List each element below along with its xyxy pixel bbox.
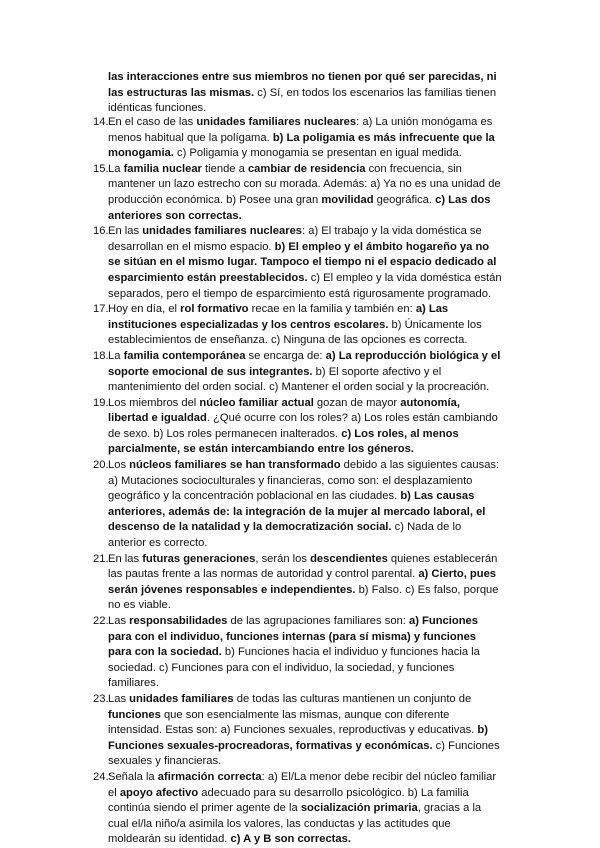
bold-text: a) Las instituciones especializadas y los centros escolares.	[108, 303, 449, 331]
bold-text: c) Los roles, al menos parcialmente, se están intercambiando entre los géneros.	[108, 427, 459, 456]
question-item	[93, 115, 502, 162]
text-run: gozan de mayor	[313, 396, 401, 409]
text-run: La	[108, 162, 124, 175]
question-text	[108, 397, 498, 456]
bold-text: responsabilidades	[129, 615, 228, 627]
text-run: c) Poligamia y monogamia se presentan en igual medida.	[173, 147, 462, 160]
bold-text: b) Funciones sexuales-procreadoras, formativas y económicas.	[108, 724, 488, 752]
bold-text: afirmación correcta	[157, 770, 262, 783]
text-run: b) Únicamente los establecimientos de enseñanza. c) Ninguna de las opciones es correcta.	[108, 318, 482, 347]
bold-text: funciones	[108, 708, 161, 721]
bold-text: autonomía, libertad e igualdad	[108, 396, 460, 425]
bold-text: b) El empleo y el ámbito hogareño ya no se sitúan en el mismo lugar. Tampoco el tiempo ni el espacio dedicado al esparcimiento están preestablecidos.	[108, 240, 497, 284]
text-run: tiende a	[201, 162, 248, 175]
text-run: c) Funciones sexuales y financieras.	[108, 739, 500, 768]
bold-text: c) Las dos anteriores son correctas.	[108, 193, 491, 222]
bold-text: unidades familiares nucleares	[196, 116, 357, 128]
bold-text: a) La reproducción biológica y el soporte emocional de sus integrantes.	[108, 349, 501, 378]
bold-text: cambiar de residencia	[247, 162, 366, 175]
text-run: b) Funciones hacia el individuo y funciones hacia la sociedad. c) Funciones para con el individuo, la sociedad, y funciones familiares.	[108, 646, 480, 690]
question-number: 23.	[93, 692, 109, 705]
bold-text: b) La poligamia es más infrecuente que la monogamia.	[108, 131, 495, 160]
bold-text: b) Las causas anteriores, además de: la integración de la mujer al mercado laboral, el descenso de la natalidad y la democratización social.	[108, 490, 486, 534]
text-run: con frecuencia, sin mantener un lazo estrecho con su morada. Además: a) Ya no es una unidad de producción económica. b) Posee una gran	[108, 162, 501, 206]
question-item	[93, 302, 502, 349]
question-text	[108, 771, 496, 845]
bold-text: apoyo afectivo	[119, 786, 199, 799]
question-item	[93, 458, 502, 552]
text-run: Hoy en día, el	[108, 303, 181, 316]
bold-text: a) Funciones para con el individuo, funciones internas (para sí misma) y funciones para con la sociedad.	[108, 615, 478, 659]
bold-text: unidades familiares nucleares	[142, 225, 303, 238]
question-text	[108, 693, 500, 767]
text-run: de todas las culturas mantienen un conjunto de	[233, 692, 472, 705]
text-run: Las	[108, 615, 130, 627]
question-item	[93, 614, 502, 692]
text-run: Los	[108, 459, 130, 472]
bold-text: movilidad	[321, 193, 374, 206]
text-run: b) El soporte afectivo y el mantenimiento del orden social. c) Mantener el orden social y la procreación.	[108, 365, 490, 394]
question-number: 17.	[93, 303, 109, 316]
question-list	[93, 115, 502, 848]
question-number: 21.	[93, 552, 109, 565]
question-number: 14.	[93, 116, 109, 128]
question-item	[93, 162, 502, 224]
bold-text: familia nuclear	[123, 162, 202, 175]
text-run: , serán los	[255, 552, 311, 565]
text-run: En las	[108, 225, 143, 238]
text-run: geográfica.	[373, 193, 436, 206]
text-run: quienes establecerán las pautas frente a las normas de autoridad y control parental.	[108, 552, 498, 581]
question-item	[93, 349, 502, 396]
question-text	[108, 225, 502, 299]
text-run: En el caso de las	[108, 116, 197, 128]
question-item	[93, 692, 502, 770]
bold-text: a) Cierto, pues serán jóvenes responsables e independientes.	[108, 568, 497, 596]
text-run: : a) La unión monógama es menos habitual que la polígama.	[108, 116, 493, 144]
text-run: : a) El trabajo y la vida doméstica se desarrollan en el mismo espacio.	[108, 225, 482, 253]
text-run: c) Nada de lo anterior es correcto.	[108, 521, 462, 550]
question-number: 24.	[93, 770, 109, 783]
bold-text: núcleo familiar actual	[199, 396, 314, 409]
bold-text: las interacciones entre sus miembros no tienen por qué ser parecidas, ni las estructuras las mismas.	[108, 71, 497, 99]
bold-text: descendientes	[310, 552, 388, 565]
question-number: 15.	[93, 162, 109, 175]
question-text	[108, 615, 480, 689]
text-run: adecuado para su desarrollo psicológico. b) La familia continúa siendo el primer agente de la	[108, 786, 469, 815]
question-item	[93, 224, 502, 302]
bold-text: rol formativo	[180, 303, 249, 316]
text-run: c) El empleo y la vida doméstica están separados, pero el tiempo de esparcimiento está rigurosamente programado.	[108, 271, 502, 300]
text-run: : a) El/La menor debe recibir del núcleo familiar el	[108, 770, 497, 799]
text-run: En las	[108, 552, 143, 565]
text-run: . ¿Qué ocurre con los roles? a) Los roles están cambiando de sexo. b) Los roles permanecen inalterados.	[108, 412, 498, 440]
text-run: Las	[108, 692, 130, 705]
question-text	[108, 350, 500, 393]
bold-text: unidades familiares	[129, 692, 234, 705]
question-text	[108, 116, 495, 159]
question-number: 18.	[93, 349, 109, 362]
question-number: 19.	[93, 396, 109, 409]
text-run: que son esencialmente las mismas, aunque con diferente intensidad. Estas son: a) Funciones sexuales, reproductivas y educativas.	[108, 708, 478, 737]
text-run: Los miembros del	[108, 396, 200, 409]
bold-text: futuras generaciones	[142, 552, 256, 565]
question-number: 20.	[93, 459, 109, 472]
question-item	[93, 770, 502, 848]
text-run: Señala la	[108, 770, 158, 783]
text-run: La	[108, 349, 124, 362]
bold-text: familia contemporánea	[123, 349, 246, 362]
question-text	[108, 303, 482, 346]
question-item	[93, 396, 502, 458]
question-text	[108, 163, 501, 222]
continuation-paragraph	[108, 70, 502, 117]
question-text	[108, 553, 498, 612]
question-number: 22.	[93, 615, 109, 627]
bold-text: socialización primaria	[300, 802, 418, 815]
text-run: de las agrupaciones familiares son:	[227, 615, 409, 627]
text-run: b) Falso. c) Es falso, porque no es viable.	[108, 583, 499, 612]
text-run: se encarga de:	[245, 349, 326, 362]
text-run: c) Sí, en todos los escenarios las familias tienen idénticas funciones.	[108, 86, 497, 115]
question-text	[108, 459, 499, 549]
bold-text: c) A y B son correctas.	[230, 833, 351, 846]
text-run: , gracias a la cual el/la niño/a asimila los valores, las conductas y las actitudes que moldearán su identidad.	[108, 802, 482, 846]
bold-text: núcleos familiares se han transformado	[129, 459, 341, 472]
text-run: debido a las siguientes causas: a) Mutaciones socioculturales y financieras, como son: el desplazamiento geográfico y la concentración poblacional en las ciudades.	[108, 459, 500, 503]
question-number: 16.	[93, 225, 109, 238]
question-item	[93, 552, 502, 614]
text-run: recae en la familia y también en:	[248, 303, 416, 316]
